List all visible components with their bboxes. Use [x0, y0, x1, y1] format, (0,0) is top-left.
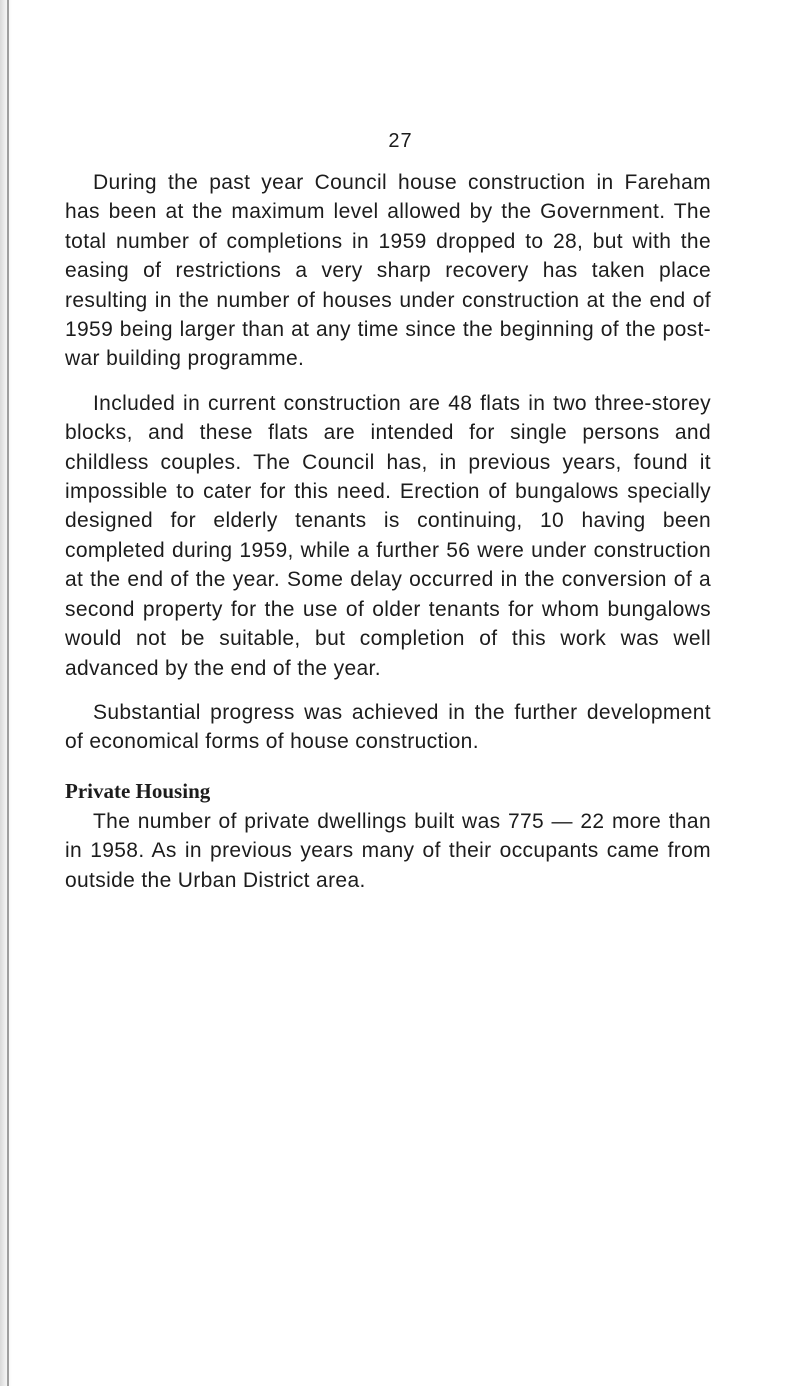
page-number: 27	[388, 130, 413, 152]
paragraph-substantial-progress: Substantial progress was achieved in the further development of economical forms of house construction.	[65, 700, 711, 754]
section-heading-private-housing: Private Housing	[65, 778, 211, 803]
document-body	[65, 168, 711, 895]
paragraph-council-construction: During the past year Council house construction in Fareham has been at the maximum level allowed by the Government. The total number of completions in 1959 dropped to 28, but with the easing of restrictions a very sharp recovery has taken place resulting in the number of houses under construction at the end of 1959 being larger than at any time since the beginning of the post-war building programme.	[65, 171, 711, 371]
paragraph-current-construction: Included in current construction are 48 flats in two three-storey blocks, and these flats are intended for single persons and childless couples. The Council has, in previous years, found it impossible to cater for this need. Erection of bungalows specially designed for elderly tenants is continuing, 10 having been completed during 1959, while a further 56 were under construction at the end of the year. Some delay occurred in the conversion of a second property for the use of older tenants for whom bungalows would not be suitable, but completion of this work was well advanced by the end of the year.	[65, 391, 711, 680]
paragraph-private-housing: The number of private dwellings built was 775 — 22 more than in 1958. As in previous years many of their occupants came from outside the Urban District area.	[65, 809, 711, 892]
page-binding-edge	[0, 0, 16, 1386]
